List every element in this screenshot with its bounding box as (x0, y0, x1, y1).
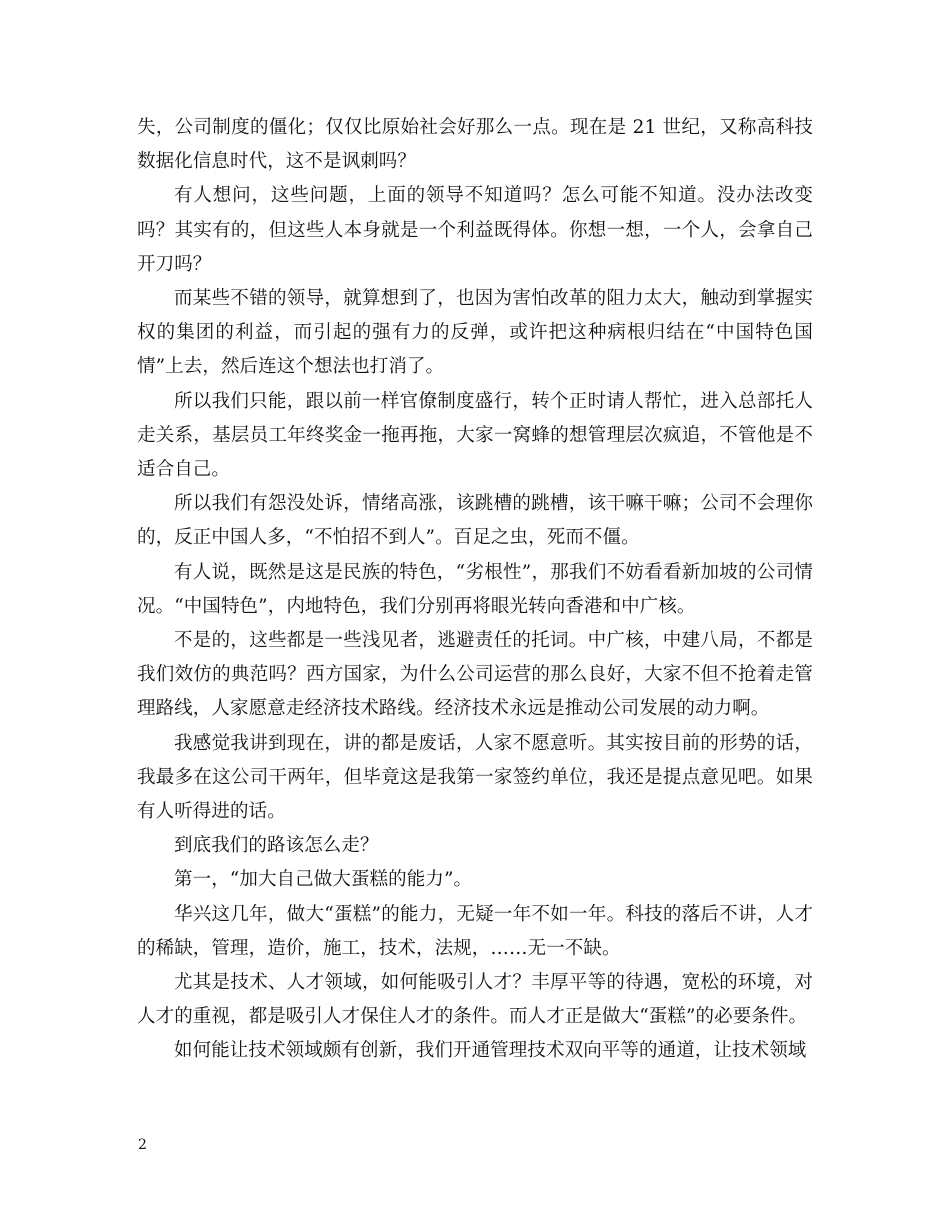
paragraph: 到底我们的路该怎么走？ (174, 835, 379, 857)
paragraph: 有人想问，这些问题，上面的领导不知道吗？怎么可能不知道。没办法改变吗？其实有的，但这些人本身就是一个利益既得体。你想一想，一个人，会拿自己开刀吗？ (137, 185, 813, 275)
paragraph: 不是的，这些都是一些浅见者，逃避责任的托词。中广核，中建八局，不都是我们效仿的典范吗？西方国家，为什么公司运营的那么良好，大家不但不抢着走管理路线，人家愿意走经济技术路线。经济技术永远是推动公司发展的动力啊。 (137, 630, 813, 720)
paragraph: 有人说，既然是这是民族的特色，“劣根性”，那我们不妨看看新加坡的公司情况。“中国特色”，内地特色，我们分别再将眼光转向香港和中广核。 (137, 561, 813, 617)
paragraph: 尤其是技术、人才领域，如何能吸引人才？丰厚平等的待遇，宽松的环境，对人才的重视，都是吸引人才保住人才的条件。而人才正是做大“蛋糕”的必要条件。 (137, 972, 813, 1028)
paragraph: 第一，“加大自己做大蛋糕的能力”。 (174, 869, 473, 891)
paragraph: 而某些不错的领导，就算想到了，也因为害怕改革的阻力太大，触动到掌握实权的集团的利益，而引起的强有力的反弹，或许把这种病根归结在“中国特色国情”上去，然后连这个想法也打消了。 (137, 288, 813, 378)
paragraph: 华兴这几年，做大“蛋糕”的能力，无疑一年不如一年。科技的落后不讲，人才的稀缺，管理，造价，施工，技术，法规，……无一不缺。 (137, 903, 813, 959)
body-text (137, 111, 813, 1069)
page-number: 2 (138, 1137, 147, 1153)
paragraph: 我感觉我讲到现在，讲的都是废话，人家不愿意听。其实按目前的形势的话，我最多在这公司干两年，但毕竟这是我第一家签约单位，我还是提点意见吧。如果有人听得进的话。 (137, 732, 813, 823)
paragraph: 所以我们有怨没处诉，情绪高涨，该跳槽的跳槽，该干嘛干嘛；公司不会理你的，反正中国人多，“不怕招不到人”。百足之虫，死而不僵。 (137, 493, 813, 549)
paragraph: 失，公司制度的僵化；仅仅比原始社会好那么一点。现在是 21 世纪，又称高科技数据化信息时代，这不是讽刺吗？ (137, 117, 813, 173)
paragraph: 所以我们只能，跟以前一样官僚制度盛行，转个正时请人帮忙，进入总部托人走关系，基层员工年终奖金一拖再拖，大家一窝蜂的想管理层次疯追，不管他是不适合自己。 (137, 390, 813, 481)
paragraph: 如何能让技术领域颇有创新，我们开通管理技术双向平等的通道，让技术领域 (174, 1040, 807, 1062)
